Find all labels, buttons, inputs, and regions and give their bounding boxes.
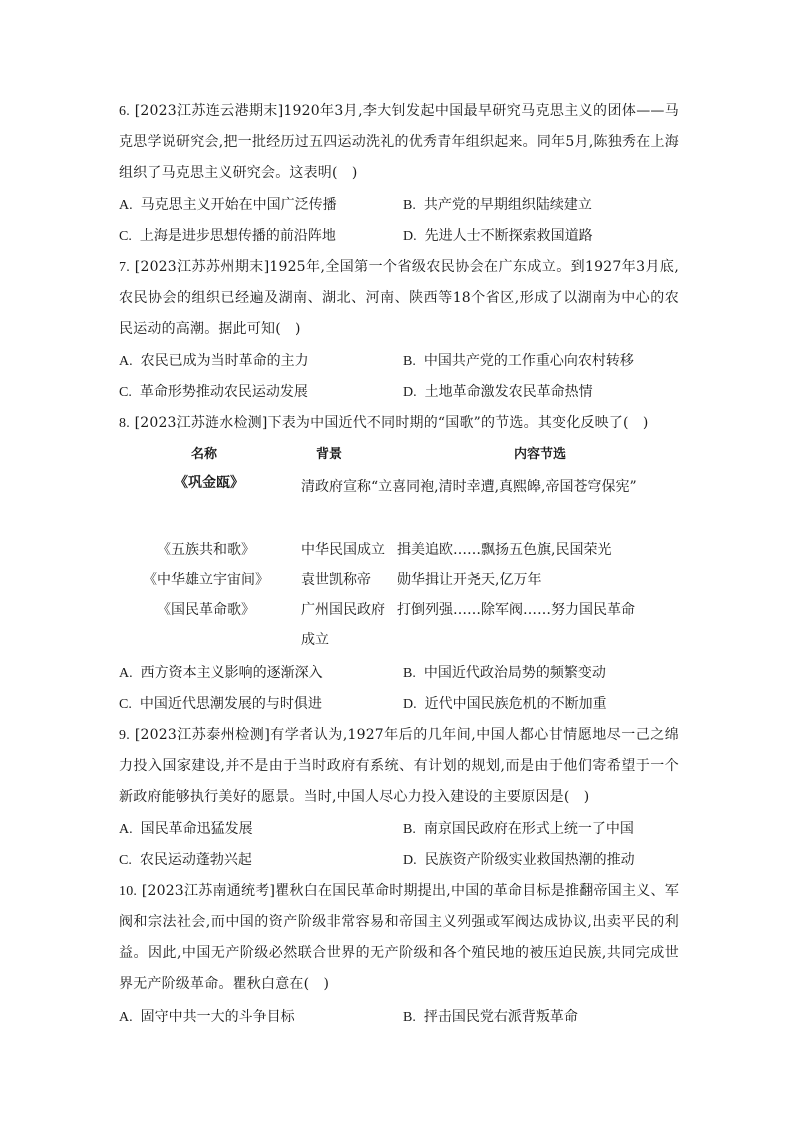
option-text: 先进人士不断探索救国道路 <box>424 228 593 244</box>
option-row <box>119 346 679 377</box>
question-source: [2023江苏连云港期末] <box>134 103 284 119</box>
question-source: [2023江苏南通统考] <box>141 883 276 899</box>
question-source: [2023江苏苏州期末] <box>134 259 270 275</box>
option-letter: D. <box>403 853 417 868</box>
question-stem: 瞿秋白在国民革命时期提出,中国的革命目标是推翻帝国主义、军阀和宗法社会,而中国的资产阶级非常容易和帝国主义列强或军阀达成协议,出卖平民的利益。因此,中国无产阶级必然联合世界的无产阶级和各个殖民地的被压迫民族,共同完成世界无产阶级革命。瞿秋白意在( ) <box>119 883 680 992</box>
option-text: 共产党的早期组织陆续建立 <box>423 197 592 213</box>
question-10 <box>119 876 679 1000</box>
option-row <box>119 221 679 252</box>
option-b[interactable] <box>403 1002 578 1033</box>
table-cell-excerpt: 勋华揖让开尧天,亿万年 <box>397 572 542 588</box>
option-letter: A. <box>119 354 133 369</box>
option-text: 革命形势推动农民运动发展 <box>139 384 308 400</box>
option-a[interactable] <box>119 658 323 689</box>
option-letter: B. <box>403 198 416 213</box>
option-c[interactable] <box>119 221 336 252</box>
question-9 <box>119 720 679 813</box>
option-letter: A. <box>119 198 133 213</box>
option-row <box>119 845 679 876</box>
option-letter: C. <box>119 385 132 400</box>
table-cell-name: 《中华雄立宇宙间》 <box>143 572 269 588</box>
question-9-options <box>119 814 679 876</box>
option-c[interactable] <box>119 377 308 408</box>
option-letter: B. <box>403 1010 416 1025</box>
option-row <box>119 689 679 720</box>
option-letter: B. <box>403 354 416 369</box>
option-b[interactable] <box>403 814 634 845</box>
question-8 <box>119 408 679 439</box>
option-text: 中国近代思潮发展的与时俱进 <box>139 696 322 712</box>
option-text: 国民革命迅猛发展 <box>140 821 253 837</box>
option-text: 农民已成为当时革命的主力 <box>140 353 309 369</box>
option-letter: B. <box>403 822 416 837</box>
question-number: 10. <box>119 884 138 899</box>
option-row <box>119 1002 679 1033</box>
option-text: 农民运动蓬勃兴起 <box>139 852 252 868</box>
option-text: 马克思主义开始在中国广泛传播 <box>140 197 337 213</box>
option-letter: A. <box>119 1010 133 1025</box>
option-text: 固守中共一大的斗争目标 <box>140 1009 295 1025</box>
question-8-options <box>119 658 679 720</box>
question-stem: 有学者认为,1927年后的几年间,中国人都心甘情愿地尽一己之绵力投入国家建设,并不是由于当时政府有系统、有计划的规划,而是由于他们寄希望于一个新政府能够执行美好的愿景。当时,中国人尽心力投入建设的主要原因是( ) <box>119 727 680 805</box>
question-7 <box>119 252 679 345</box>
option-text: 南京国民政府在形式上统一了中国 <box>423 821 634 837</box>
option-letter: D. <box>403 697 417 712</box>
question-stem: 下表为中国近代不同时期的“国歌”的节选。其变化反映了( ) <box>267 415 649 431</box>
option-row <box>119 377 679 408</box>
table-cell-name: 《国民革命歌》 <box>157 602 255 618</box>
table-header-name: 名称 <box>191 447 218 462</box>
option-letter: C. <box>119 853 132 868</box>
option-b[interactable] <box>403 346 634 377</box>
question-number: 7. <box>119 260 130 275</box>
option-row <box>119 814 679 845</box>
option-a[interactable] <box>119 190 337 221</box>
question-stem: 1925年,全国第一个省级农民协会在广东成立。到1927年3月底,农民协会的组织已经遍及湖南、湖北、河南、陕西等18个省区,形成了以湖南为中心的农民运动的高潮。据此可知( ) <box>119 259 679 337</box>
option-text: 民族资产阶级实业救国热潮的推动 <box>424 852 635 868</box>
option-letter: A. <box>119 822 133 837</box>
question-number: 6. <box>119 104 130 119</box>
table-header-excerpt: 内容节选 <box>514 447 567 462</box>
option-text: 上海是进步思想传播的前沿阵地 <box>139 228 336 244</box>
option-c[interactable] <box>119 845 252 876</box>
option-d[interactable] <box>403 845 635 876</box>
option-text: 中国近代政治局势的频繁变动 <box>423 665 606 681</box>
question-stem: 1920年3月,李大钊发起中国最早研究马克思主义的团体——马克思学说研究会,把一批经历过五四运动洗礼的优秀青年组织起来。同年5月,陈独秀在上海组织了马克思主义研究会。这表明( ) <box>119 103 679 181</box>
option-letter: A. <box>119 666 133 681</box>
option-letter: C. <box>119 697 132 712</box>
option-c[interactable] <box>119 689 322 720</box>
option-d[interactable] <box>403 221 593 252</box>
option-text: 西方资本主义影响的逐渐深入 <box>140 665 323 681</box>
option-letter: D. <box>403 385 417 400</box>
option-row <box>119 658 679 689</box>
table-cell-name: 《五族共和歌》 <box>157 542 255 558</box>
table-header-background: 背景 <box>316 447 343 462</box>
question-6-options <box>119 190 679 252</box>
question-7-options <box>119 346 679 408</box>
question-number: 8. <box>119 416 130 431</box>
option-text: 近代中国民族危机的不断加重 <box>424 696 607 712</box>
question-6 <box>119 96 679 189</box>
option-text: 抨击国民党右派背叛革命 <box>423 1009 578 1025</box>
table-cell-name: 《巩金瓯》 <box>174 475 244 491</box>
option-letter: C. <box>119 229 132 244</box>
option-a[interactable] <box>119 1002 295 1033</box>
option-letter: B. <box>403 666 416 681</box>
option-a[interactable] <box>119 814 253 845</box>
option-b[interactable] <box>403 190 592 221</box>
option-a[interactable] <box>119 346 309 377</box>
option-text: 中国共产党的工作重心向农村转移 <box>423 353 634 369</box>
question-number: 9. <box>119 728 130 743</box>
option-row <box>119 190 679 221</box>
option-d[interactable] <box>403 689 607 720</box>
question-10-options <box>119 1002 679 1033</box>
option-b[interactable] <box>403 658 606 689</box>
question-source: [2023江苏涟水检测] <box>134 415 268 431</box>
question-source: [2023江苏泰州检测] <box>134 727 270 743</box>
option-d[interactable] <box>403 377 593 408</box>
table-cell-excerpt: 清政府宣称“立喜同袍,清时幸遭,真熙皞,帝国苍穹保宪” <box>301 479 637 495</box>
table-cell-excerpt: 打倒列强……除军阀……努力国民革命 <box>397 602 635 618</box>
table-cell-background: 广州国民政府成立 <box>301 602 385 648</box>
table-cell-background: 中华民国成立 <box>301 542 385 558</box>
option-text: 土地革命激发农民革命热情 <box>424 384 593 400</box>
table-cell-excerpt: 揖美追欧……飘扬五色旗,民国荣光 <box>397 542 612 558</box>
option-letter: D. <box>403 229 417 244</box>
table-cell-background: 袁世凯称帝 <box>301 572 371 588</box>
